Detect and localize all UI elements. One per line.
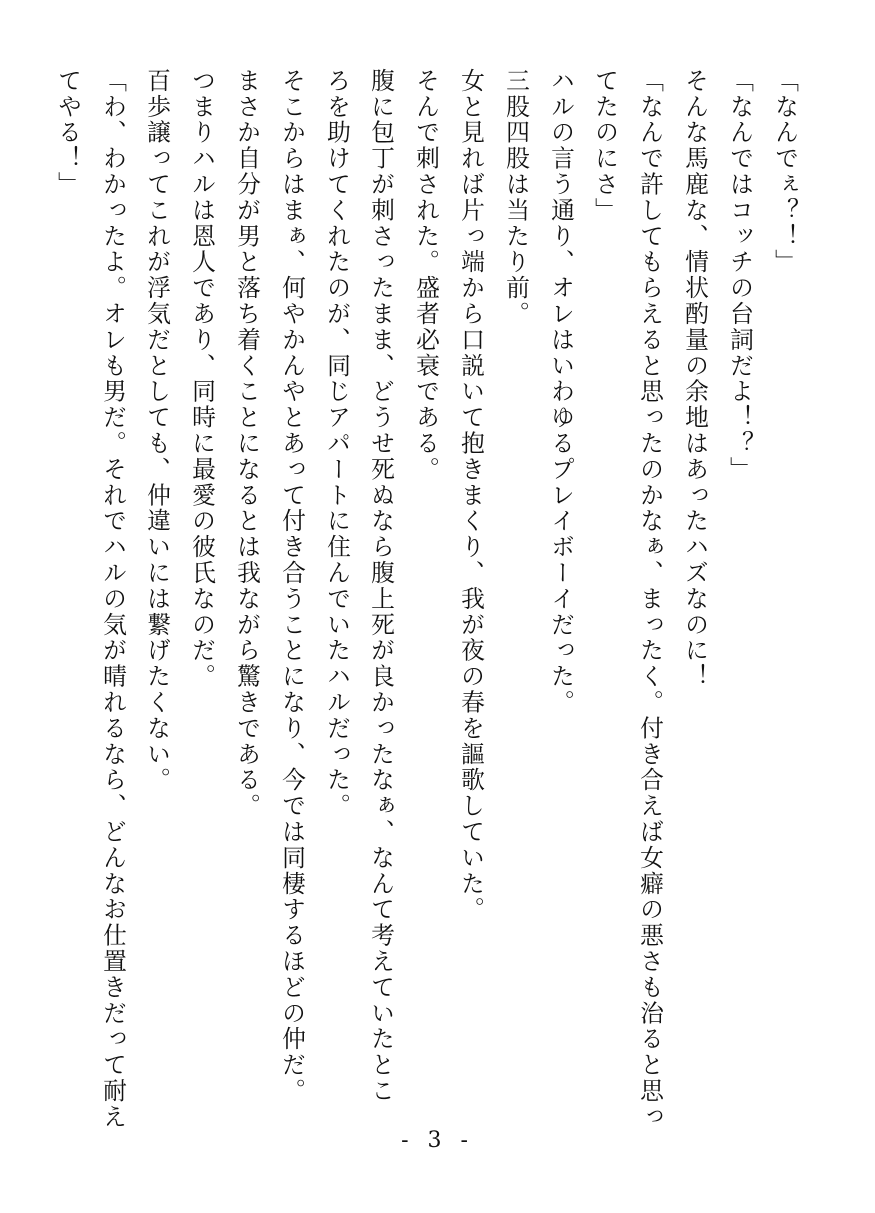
- text-column: 「なんではコッチの台詞だよ！？」: [726, 68, 754, 483]
- text-column: そこからはまぁ、何やかんやとあって付き合うことになり、今では同棲するほどの仲だ。: [278, 68, 306, 1104]
- text-column: まさか自分が男と落ち着くことになるとは我ながら驚きである。: [233, 68, 261, 820]
- text-column: そんで刺された。盛者必衰である。: [412, 68, 440, 483]
- text-column: そんな馬鹿な、情状酌量の余地はあったハズなのに！: [681, 68, 709, 690]
- text-column: 「なんで許してもらえると思ったのかなぁ、まったく。付き合えば女癖の悪さも治ると思っ: [636, 68, 664, 1130]
- text-column: 女と見れば片っ端から口説いて抱きまくり、我が夜の春を謳歌していた。: [457, 68, 485, 923]
- page-number: - 3 -: [401, 1128, 474, 1153]
- text-column: 「わ、わかったよ。オレも男だ。それでハルの気が晴れるなら、どんなお仕置きだって耐え: [99, 68, 127, 1130]
- text-column: 腹に包丁が刺さったまま、どうせ死ぬなら腹上死が良かったなぁ、なんて考えていたとこ: [367, 68, 395, 1104]
- text-column: ろを助けてくれたのが、同じアパートに住んでいたハルだった。: [323, 68, 351, 820]
- text-column: つまりハルは恩人であり、同時に最愛の彼氏なのだ。: [188, 68, 216, 690]
- text-column: ハルの言う通り、オレはいわゆるプレイボーイだった。: [547, 68, 575, 716]
- text-column: 百歩譲ってこれが浮気だとしても、仲違いには繋げたくない。: [143, 68, 171, 794]
- text-column: 三股四股は当たり前。: [502, 68, 530, 327]
- text-column: てやる！」: [54, 68, 82, 198]
- text-column: 「なんでぇ？！」: [771, 68, 799, 276]
- text-column: てたのにさ」: [591, 68, 619, 224]
